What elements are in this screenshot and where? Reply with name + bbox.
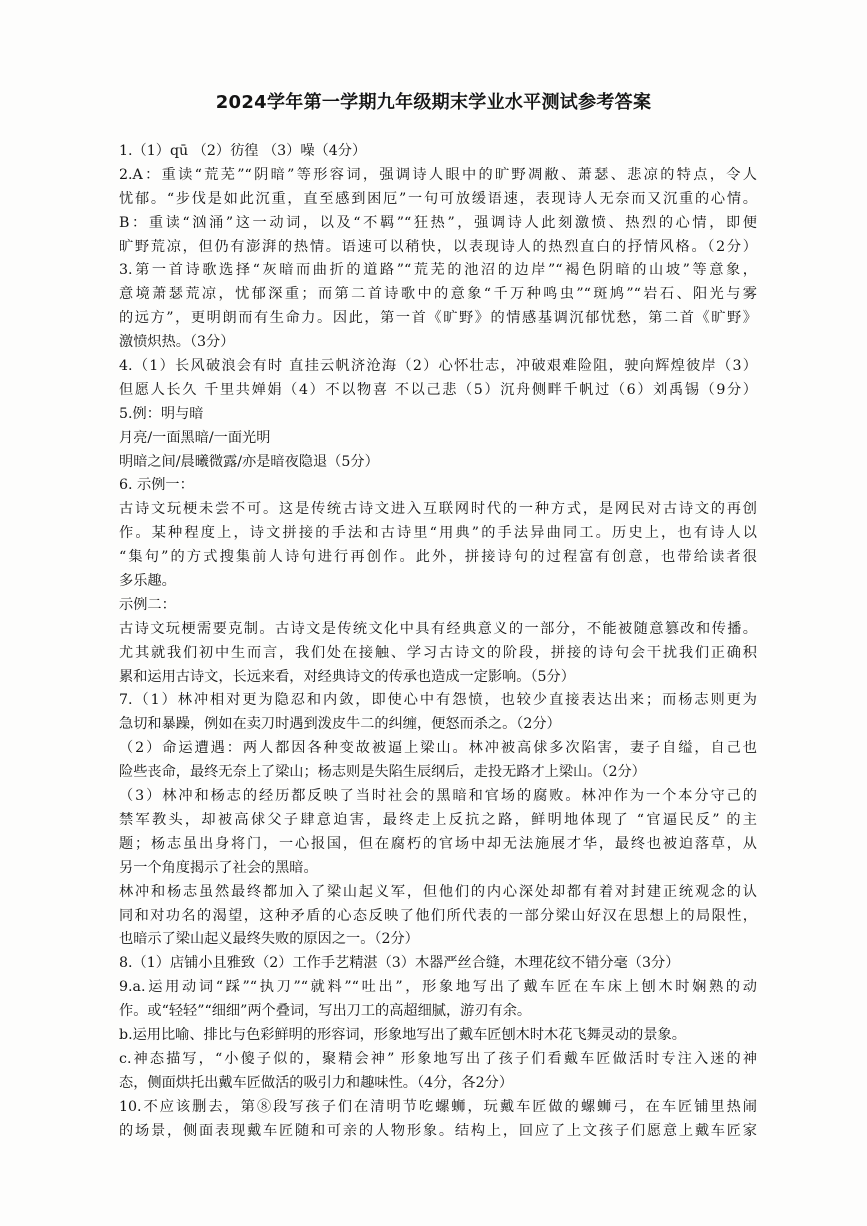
answer-line: 5.例：明与暗 bbox=[119, 405, 204, 422]
answer-line: 9.a.运用动词“踩”“执刀”“就料”“吐出”，形象地写出了戴车匠在车床上刨木时娴熟的动 bbox=[119, 979, 757, 996]
answer-line: 的远方”，更明朗而有生命力。因此，第一首《旷野》的情感基调沉郁忧愁，第二首《旷野》 bbox=[119, 310, 757, 327]
answer-line: 也暗示了梁山起义最终失败的原因之一。（2分） bbox=[119, 931, 419, 948]
answer-line: 忧郁。“步伐是如此沉重，直至感到困厄”一句可放缓语速，表现诗人无奈而又沉重的心情。 bbox=[119, 190, 757, 207]
answer-line: 旷野荒凉，但仍有澎湃的热情。语速可以稍快，以表现诗人的热烈直白的抒情风格。（2分） bbox=[119, 238, 757, 255]
answer-line: 意境萧瑟荒凉，忧郁深重；而第二首诗歌中的意象“千万种鸣虫”“斑鸠”“岩石、阳光与雾 bbox=[119, 286, 757, 303]
answer-line: b.运用比喻、排比与色彩鲜明的形容词，形象地写出了戴车匠刨木时木花飞舞灵动的景象。 bbox=[119, 1026, 686, 1043]
answer-line: B：重读“汹涌”这一动词，以及“不羁”“狂热”，强调诗人此刻激愤、热烈的心情，即便 bbox=[119, 214, 757, 231]
answer-line: 8.（1）店铺小且雅致（2）工作手艺精湛（3）木器严丝合缝，木理花纹不错分毫（3分） bbox=[119, 955, 680, 972]
answer-line: 题；杨志虽出身将门，一心报国，但在腐朽的官场中却无法施展才华，最终也被迫落草，从 bbox=[119, 835, 757, 852]
answer-line: 的场景，侧面表现戴车匠随和可亲的人物形象。结构上，回应了上文孩子们愿意上戴车匠家 bbox=[119, 1122, 757, 1139]
answer-line: 多乐趣。 bbox=[119, 573, 176, 590]
answer-line: 7.（1）林冲相对更为隐忍和内敛，即使心中有怨愤，也较少直接表达出来；而杨志则更为 bbox=[119, 692, 757, 709]
answer-line: 林冲和杨志虽然最终都加入了梁山起义军，但他们的内心深处却都有着对封建正统观念的认 bbox=[119, 883, 757, 900]
answer-line: 尤其就我们初中生而言，我们处在接触、学习古诗文的阶段，拼接的诗句会干扰我们正确积 bbox=[119, 644, 757, 661]
answer-line: 激愤炽热。（3分） bbox=[119, 334, 235, 351]
answer-line: 月亮/一面黑暗/一面光明 bbox=[119, 429, 271, 446]
answer-line: 古诗文玩梗需要克制。古诗文是传统文化中具有经典意义的一部分，不能被随意篡改和传播。 bbox=[119, 620, 757, 637]
answer-line: 作。某种程度上，诗文拼接的手法和古诗里“用典”的手法异曲同工。历史上，也有诗人以 bbox=[119, 525, 757, 542]
answer-line: 作。或“轻轻”“细细”两个叠词，写出刀工的高超细腻，游刃有余。 bbox=[119, 1003, 532, 1020]
answer-line: 2.A：重读“荒芜”“阴暗”等形容词，强调诗人眼中的旷野凋敝、萧瑟、悲凉的特点，令人 bbox=[119, 166, 757, 183]
answer-line: 示例二： bbox=[119, 596, 176, 613]
answer-line: c.神态描写，“小傻子似的，聚精会神” 形象地写出了孩子们看戴车匠做活时专注入迷的神 bbox=[119, 1050, 757, 1067]
answer-line: 禁军教头，却被高俅父子肆意迫害，最终走上反抗之路，鲜明地体现了 “官逼民反” 的主 bbox=[119, 811, 757, 828]
answer-body bbox=[119, 140, 757, 1143]
answer-line: 4.（1）长风破浪会有时 直挂云帆济沧海（2）心怀壮志，冲破艰难险阻，驶向辉煌彼岸（3） bbox=[119, 358, 757, 375]
answer-line: 1.（1）qū （2）彷徨 （3）噪（4分） bbox=[119, 143, 367, 159]
answer-line: 急切和暴躁，例如在卖刀时遇到泼皮牛二的纠缠，便怒而杀之。（2分） bbox=[119, 716, 561, 733]
answer-line: 险些丧命，最终无奈上了梁山；杨志则是失陷生辰纲后，走投无路才上梁山。（2分） bbox=[119, 764, 646, 781]
answer-line: 态，侧面烘托出戴车匠做活的吸引力和趣味性。（4分，各2分） bbox=[119, 1074, 514, 1091]
answer-line: （2）命运遭遇：两人都因各种变故被逼上梁山。林冲被高俅多次陷害，妻子自缢，自己也 bbox=[119, 740, 757, 757]
answer-line: “集句”的方式搜集前人诗句进行再创作。此外，拼接诗句的过程富有创意，也带给读者很 bbox=[119, 549, 757, 566]
document-title: 2024学年第一学期九年级期末学业水平测试参考答案 bbox=[215, 92, 652, 113]
answer-line: 累和运用古诗文，长远来看，对经典诗文的传承也造成一定影响。（5分） bbox=[119, 668, 575, 685]
answer-line: 古诗文玩梗未尝不可。这是传统古诗文进入互联网时代的一种方式，是网民对古诗文的再创 bbox=[119, 501, 757, 518]
answer-line: （3）林冲和杨志的经历都反映了当时社会的黑暗和官场的腐败。林冲作为一个本分守己的 bbox=[119, 788, 757, 805]
answer-line: 10.不应该删去，第⑧段写孩子们在清明节吃螺蛳，玩戴车匠做的螺蛳弓，在车匠铺里热闹 bbox=[119, 1098, 757, 1115]
answer-line: 3.第一首诗歌选择“灰暗而曲折的道路”“荒芜的池沼的边岸”“褐色阴暗的山坡”等意象， bbox=[119, 262, 757, 279]
answer-line: 明暗之间/晨曦微露/亦是暗夜隐退（5分） bbox=[119, 453, 379, 470]
answer-line: 但愿人长久 千里共婵娟（4）不以物喜 不以己悲（5）沉舟侧畔千帆过（6）刘禹锡（9分） bbox=[119, 381, 757, 398]
answer-line: 同和对功名的渴望，这种矛盾的心态反映了他们所代表的一部分梁山好汉在思想上的局限性， bbox=[119, 907, 757, 924]
answer-line: 另一个角度揭示了社会的黑暗。 bbox=[119, 859, 318, 876]
answer-line: 6. 示例一： bbox=[119, 477, 194, 494]
